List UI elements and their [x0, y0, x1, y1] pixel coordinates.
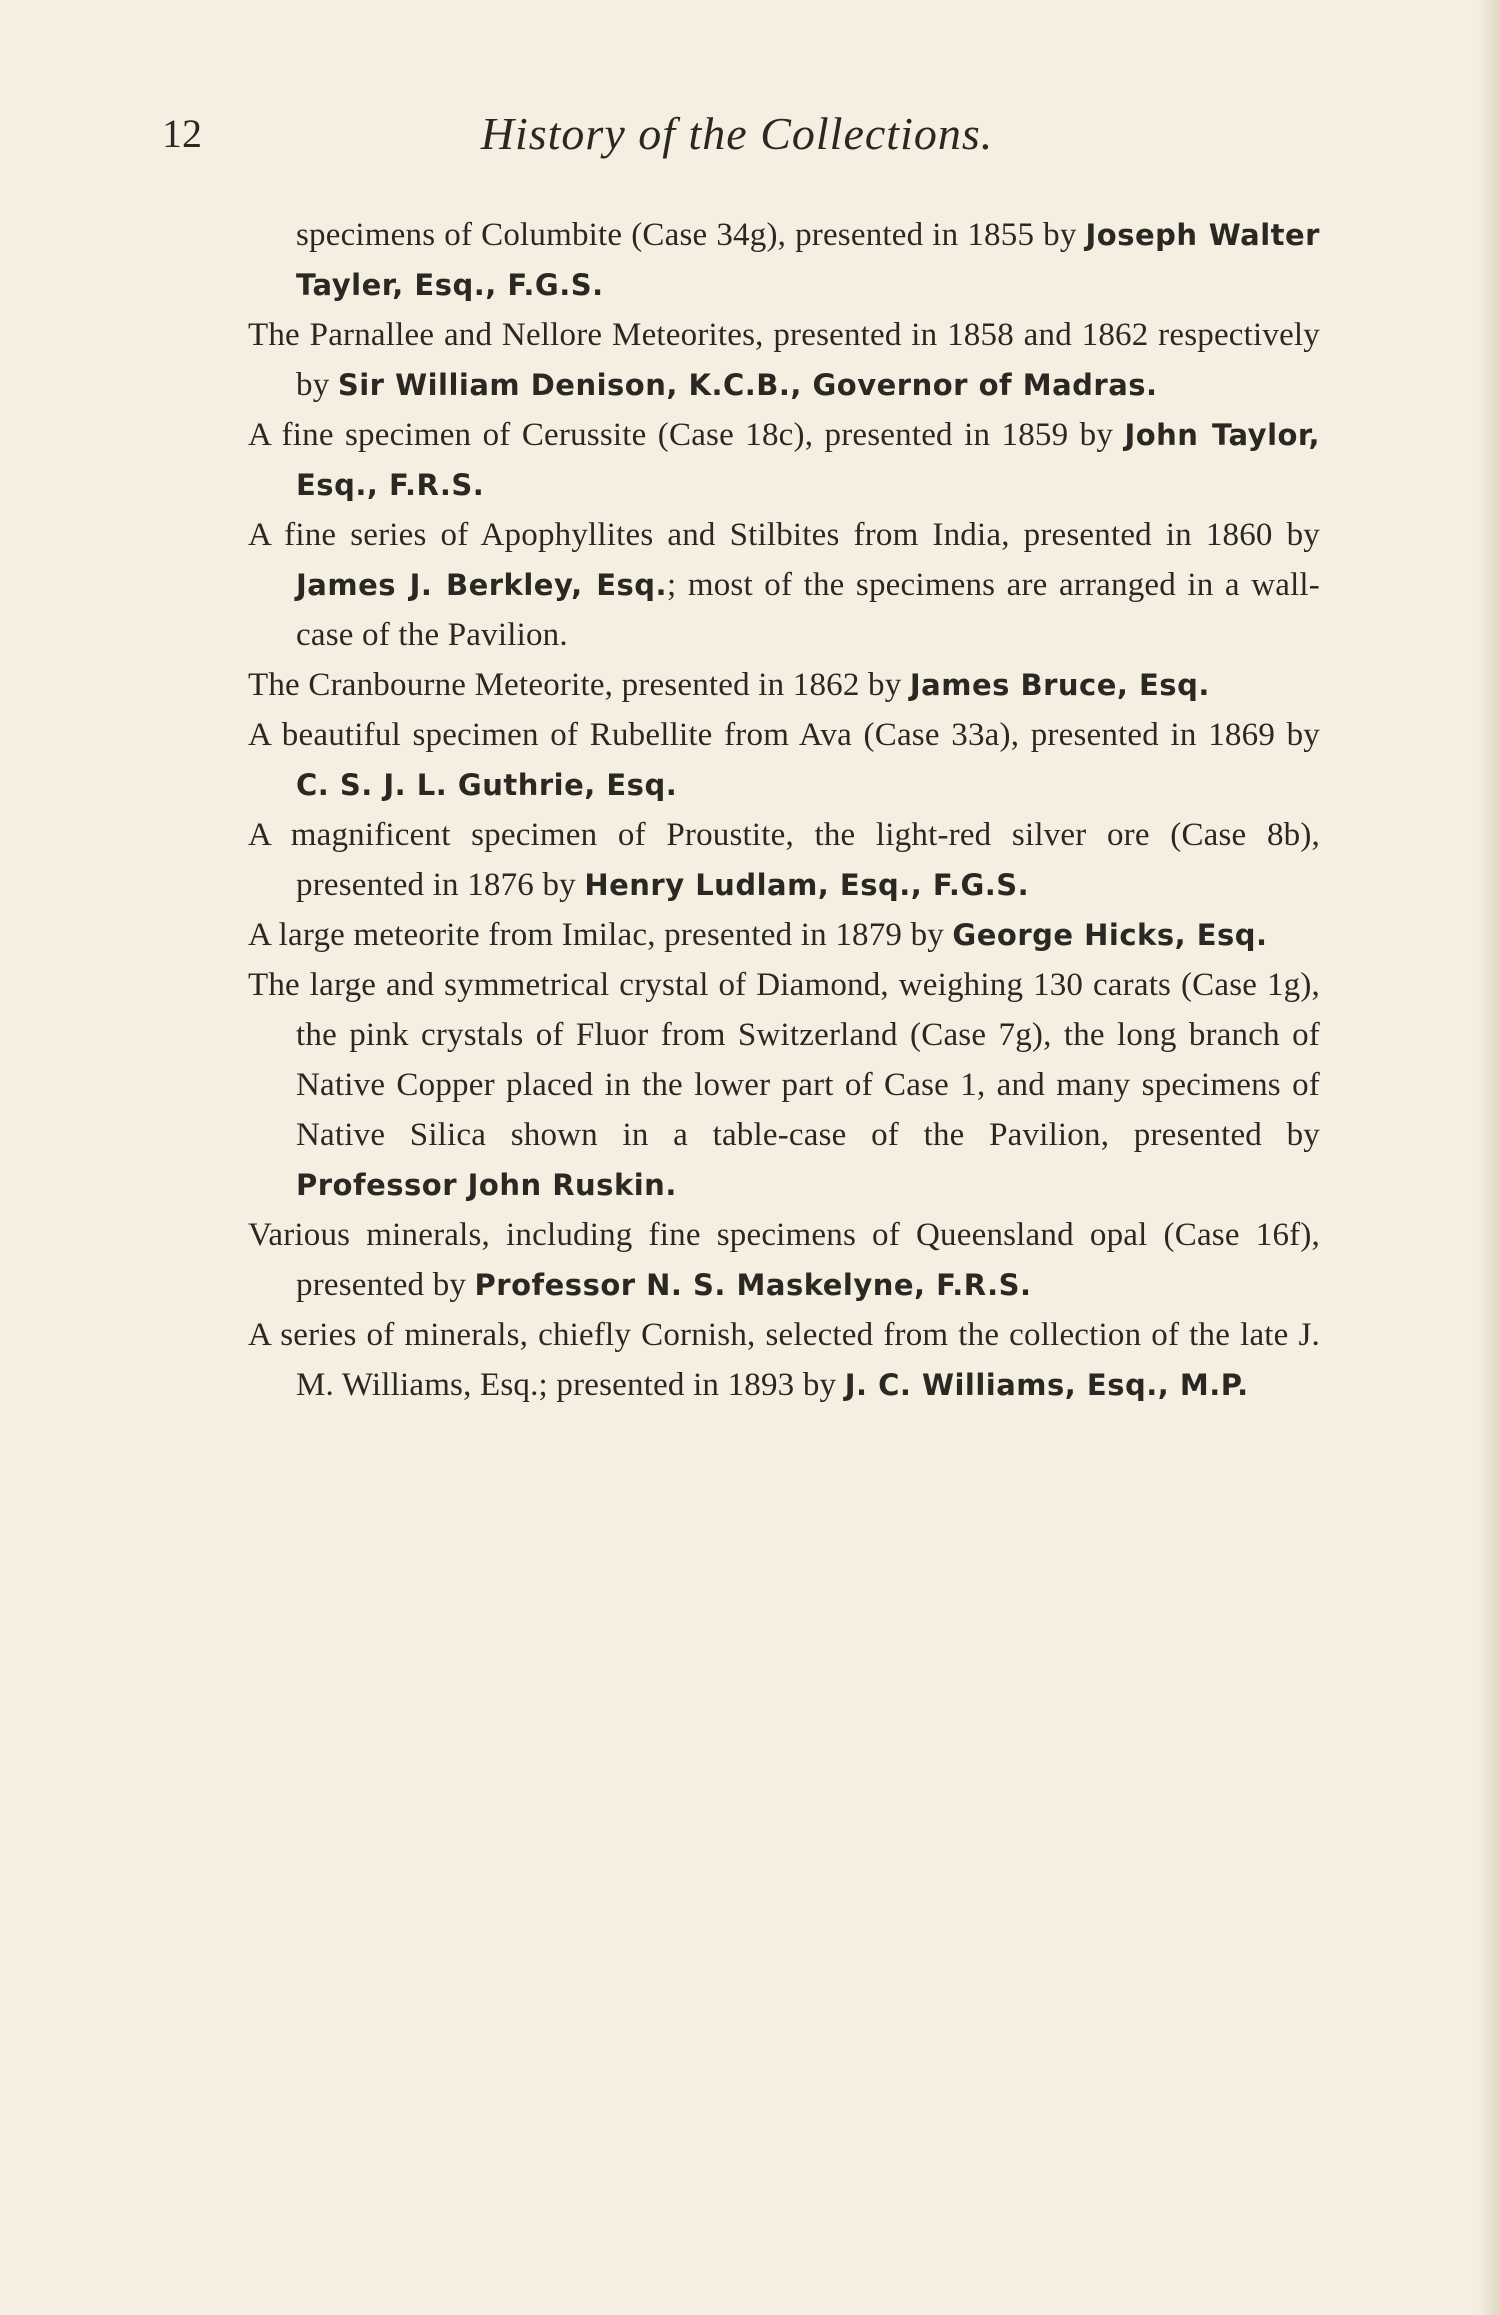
donor-name: Professor John Ruskin. [296, 1168, 677, 1202]
donor-name: James Bruce, Esq. [909, 668, 1210, 702]
list-item: A beautiful specimen of Rubellite from Ava (Case 33a), presented in 1869 by C. S. J. L. Guthrie, Esq. [248, 717, 1320, 802]
donor-name: C. S. J. L. Guthrie, Esq. [296, 768, 678, 802]
page-number: 12 [162, 111, 202, 156]
donor-name: Joseph Walter Tayler, Esq., F.G.S. [296, 218, 1320, 302]
list-item: The Parnallee and Nellore Meteorites, presented in 1858 and 1862 respectively by Sir William Denison, K.C.B., Governor of Madras. [248, 317, 1320, 403]
donor-name: Henry Ludlam, Esq., F.G.S. [584, 868, 1030, 902]
list-item: A fine specimen of Cerussite (Case 18c), presented in 1859 by John Taylor, Esq., F.R.S. [248, 417, 1320, 502]
list-item: A magnificent specimen of Proustite, the light-red silver ore (Case 8b), presented in 1876 by Henry Ludlam, Esq., F.G.S. [248, 817, 1320, 903]
donor-name: J. C. Williams, Esq., M.P. [844, 1368, 1249, 1402]
donor-name: James J. Berkley, Esq. [296, 568, 668, 602]
donation-list [248, 210, 1320, 1410]
list-item: A fine series of Apophyllites and Stilbites from India, presented in 1860 by James J. Berkley, Esq.; most of the specimens are arranged in a wall-case of the Pavilion. [248, 517, 1320, 653]
donor-name: Professor N. S. Maskelyne, F.R.S. [474, 1268, 1032, 1302]
list-item: specimens of Columbite (Case 34g), presented in 1855 by Joseph Walter Tayler, Esq., F.G.S. [296, 217, 1320, 302]
list-item: Various minerals, including fine specimens of Queensland opal (Case 16f), presented by Professor N. S. Maskelyne, F.R.S. [248, 1217, 1320, 1303]
list-item: A series of minerals, chiefly Cornish, selected from the collection of the late J. M. Williams, Esq.; presented in 1893 by J. C. Williams, Esq., M.P. [248, 1317, 1320, 1403]
donor-name: Sir William Denison, K.C.B., Governor of Madras. [337, 368, 1158, 402]
list-item: The Cranbourne Meteorite, presented in 1862 by James Bruce, Esq. [248, 667, 1210, 703]
running-title: History of the Collections. [480, 108, 994, 159]
list-item: A large meteorite from Imilac, presented in 1879 by George Hicks, Esq. [248, 917, 1268, 953]
list-item: The large and symmetrical crystal of Diamond, weighing 130 carats (Case 1g), the pink crystals of Fluor from Switzerland (Case 7g), the long branch of Native Copper placed in the lower part of Case 1, and many specimens of Native Silica shown in a table-case of the Pavilion, presented by Professor John Ruskin. [248, 967, 1320, 1202]
donor-name: John Taylor, Esq., F.R.S. [296, 418, 1320, 502]
page-header [162, 108, 1312, 168]
page-edge-shadow [1478, 0, 1500, 2315]
donor-name: George Hicks, Esq. [952, 918, 1268, 952]
